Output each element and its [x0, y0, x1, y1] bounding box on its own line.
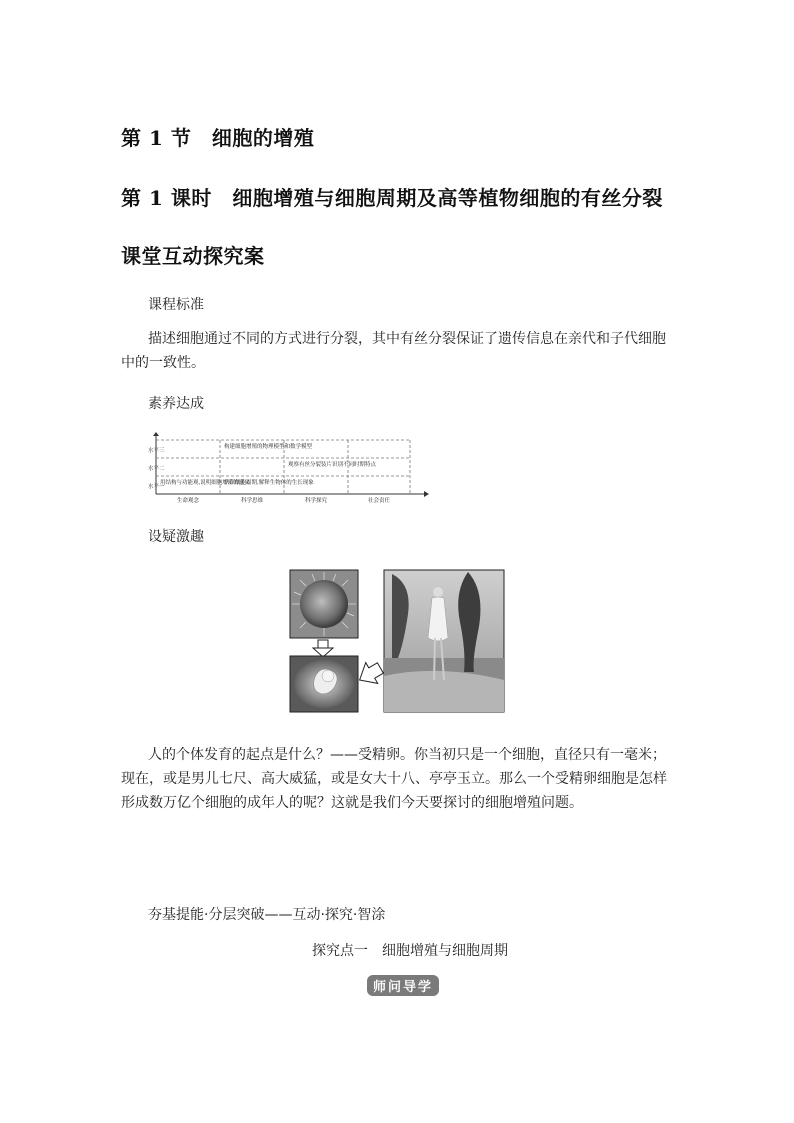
- cell-l1-thinking: 认识细胞周期,解释生物体的生长现象: [224, 480, 314, 486]
- case-title: 课堂互动探究案: [121, 244, 265, 268]
- section-title: 第 1 节 细胞的增殖: [121, 126, 315, 150]
- level-1-label: 水平一: [148, 484, 165, 490]
- col-label-concept: 生命观念: [176, 498, 200, 504]
- standard-heading: 课程标准: [148, 297, 204, 313]
- col-label-thinking: 科学思维: [240, 498, 264, 504]
- development-illustration: [288, 568, 506, 714]
- literacy-heading: 素养达成: [148, 396, 204, 412]
- cell-l1-concept: 用结构与功能观,说明细胞增殖的意义: [160, 480, 250, 486]
- level-3-label: 水平三: [148, 448, 165, 454]
- question-text: 人的个体发育的起点是什么？——受精卵。你当初只是一个细胞，直径只有一毫米；现在，或是男儿七尺、高大威猛，或是女大十八、亭亭玉立。那么一个受精卵细胞是怎样形成数万亿个细胞的成年人的呢？这就是我们今天要探讨的细胞增殖问题。: [121, 747, 667, 811]
- fertilized-egg-image: [290, 570, 358, 638]
- cell-l2-inquiry: 观察有丝分裂装片识别不同时期特点: [288, 462, 377, 468]
- literacy-grid: [140, 432, 430, 504]
- lesson-title: 第 1 课时 细胞增殖与细胞周期及高等植物细胞的有丝分裂: [121, 186, 663, 210]
- section-divider-line: 夯基提能·分层突破——互动·探究·智涂: [148, 907, 386, 923]
- teacher-guide-badge-label: 师问导学: [367, 975, 439, 996]
- arrow-down-icon: [313, 640, 333, 657]
- embryo-image: [290, 656, 358, 712]
- level-2-label: 水平二: [148, 466, 165, 472]
- literacy-diagram: [140, 432, 430, 504]
- teacher-guide-badge: [367, 975, 439, 996]
- explore-point-title: 探究点一 细胞增殖与细胞周期: [312, 943, 508, 959]
- col-label-inquiry: 科学探究: [304, 498, 328, 504]
- col-label-responsibility: 社会责任: [367, 498, 391, 504]
- question-heading: 设疑激趣: [148, 529, 204, 545]
- adult-woman-photo: [384, 570, 504, 712]
- arrow-right-icon: [354, 658, 387, 691]
- cell-l3-thinking: 构建细胞增殖的物理模型和数学模型: [224, 444, 313, 450]
- standard-text: 描述细胞通过不同的方式进行分裂，其中有丝分裂保证了遗传信息在亲代和子代细胞中的一致性。: [121, 331, 666, 371]
